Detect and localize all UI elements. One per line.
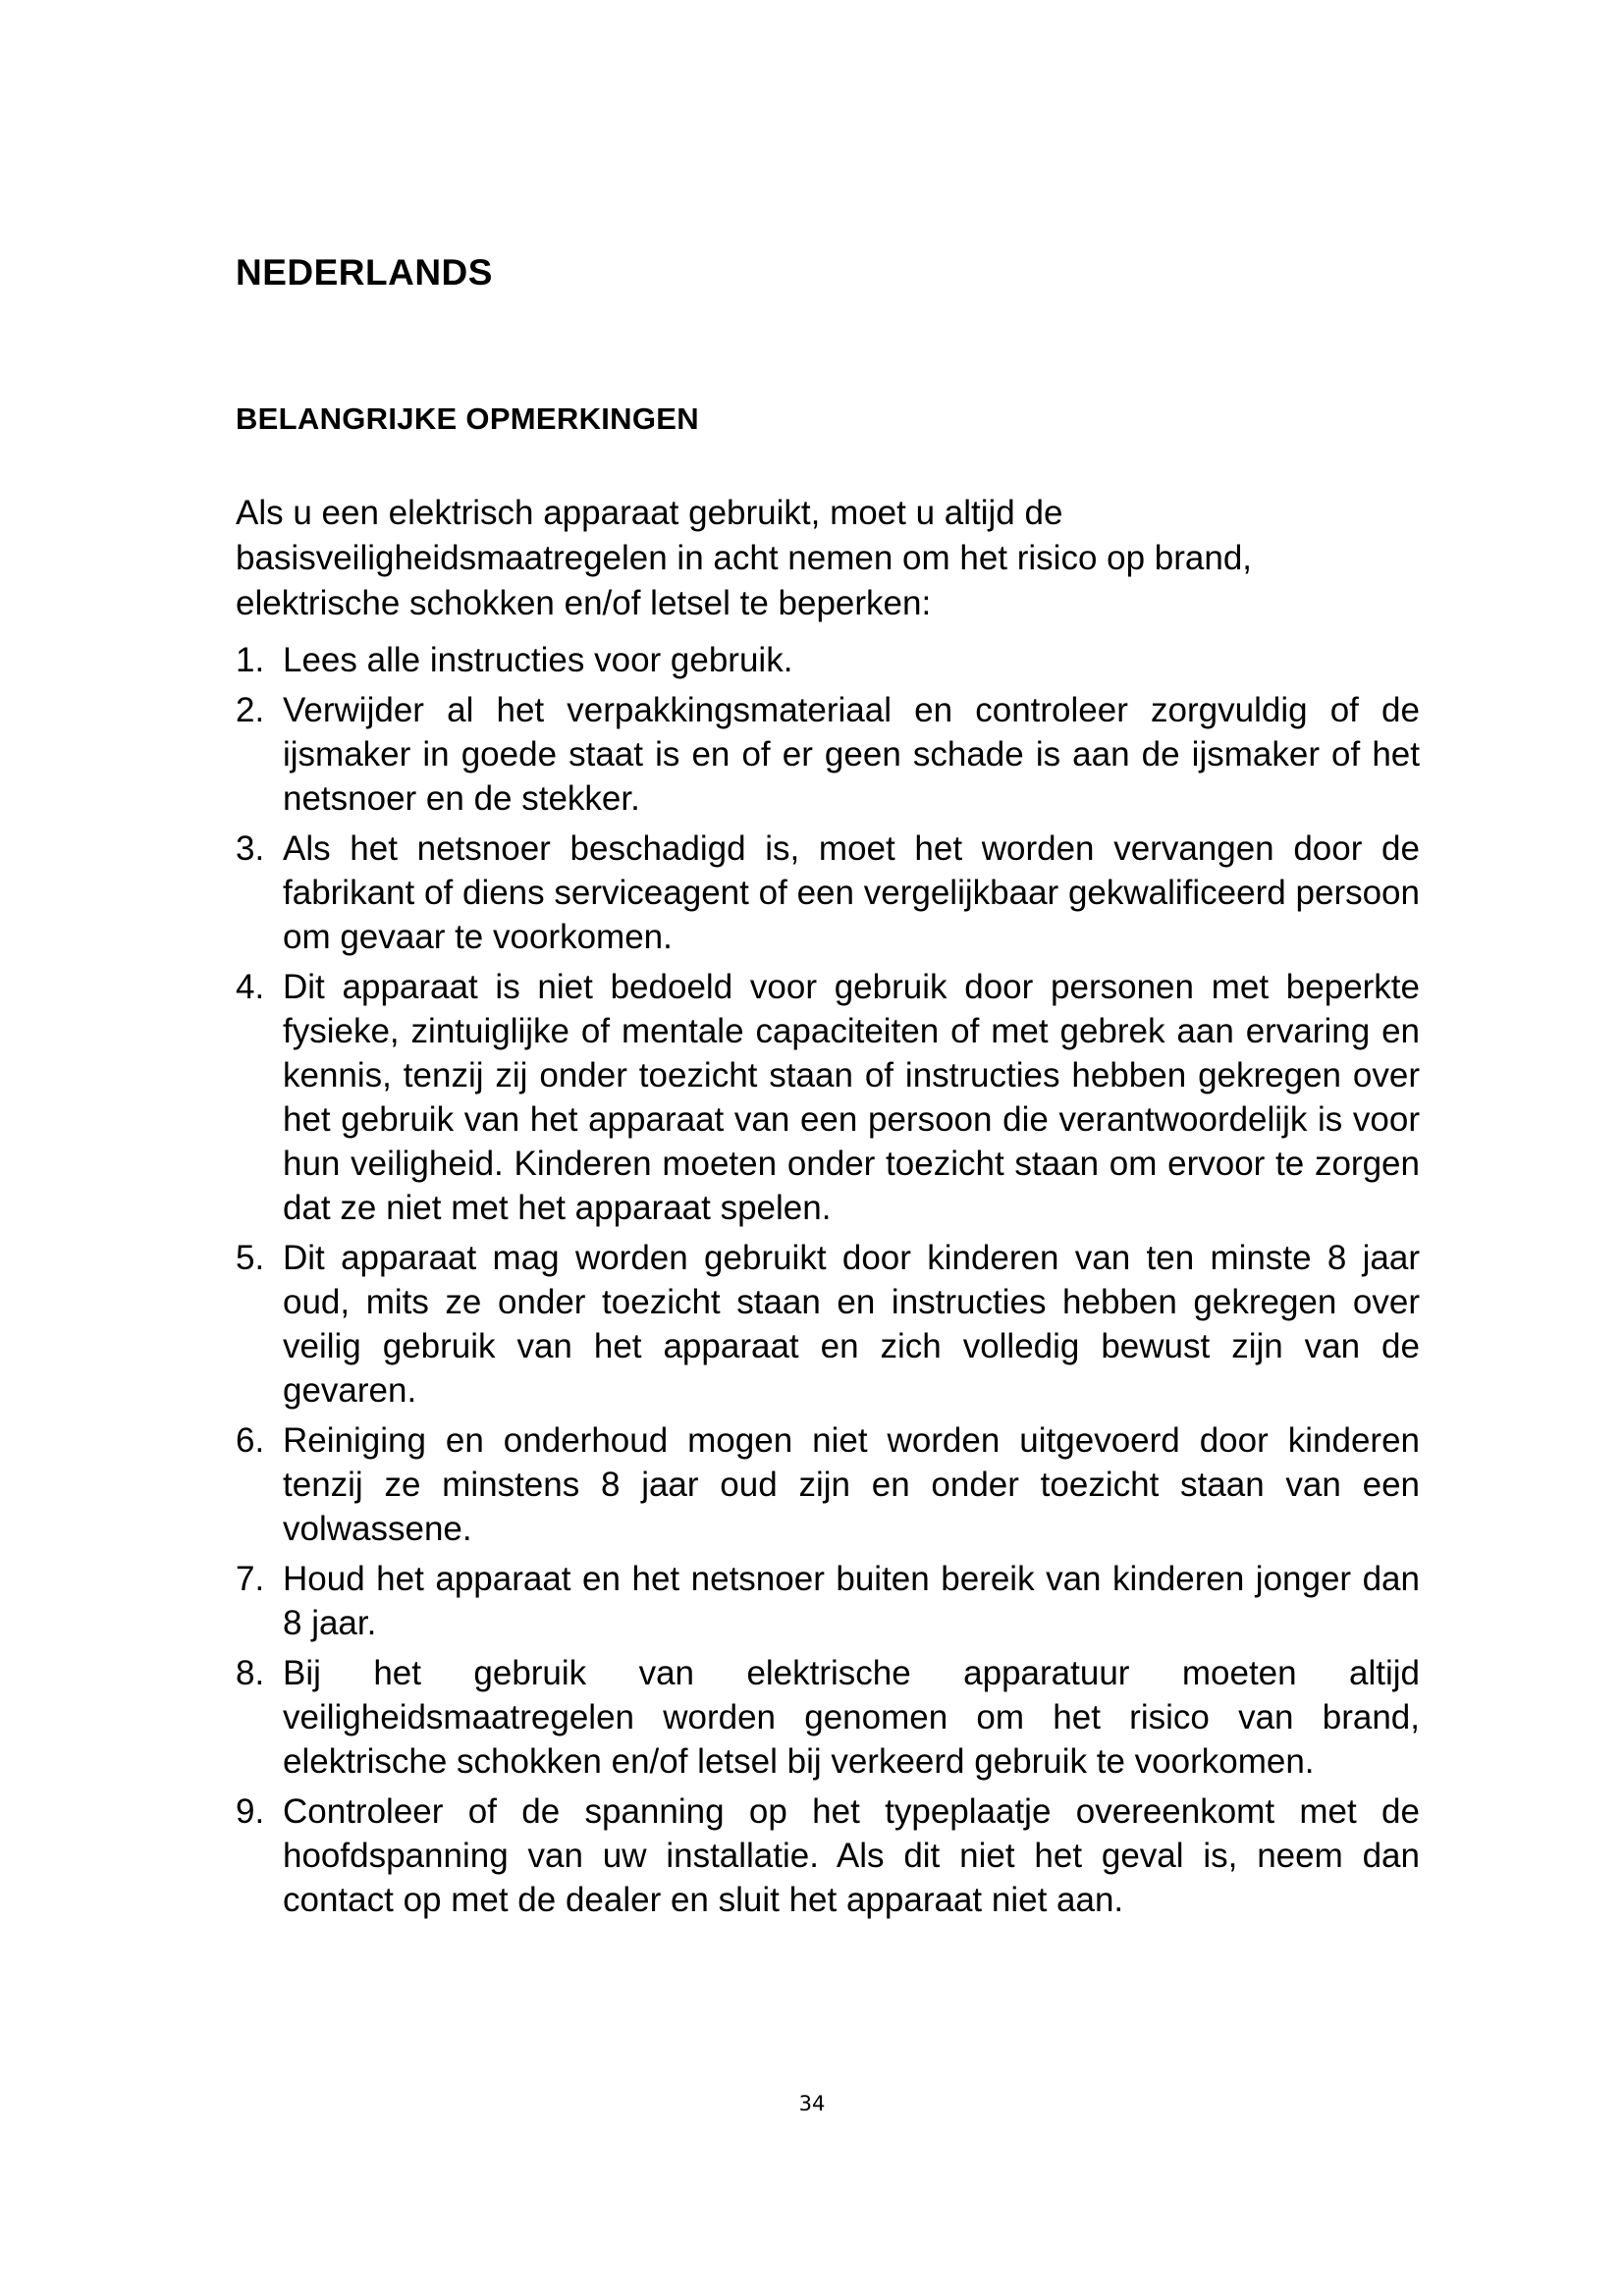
list-item: [236, 827, 1420, 959]
list-item-number: 2.: [236, 691, 265, 729]
list-item-number: 1.: [236, 641, 265, 679]
list-item-text: Houd het apparaat en het netsnoer buiten bereik van kinderen jonger dan 8 jaar.: [283, 1560, 1420, 1642]
list-item: [236, 1651, 1420, 1784]
list-item-text: Dit apparaat is niet bedoeld voor gebruik door personen met beperkte fysieke, zintuiglijke of mentale capaciteiten of met gebrek aan ervaring en kennis, tenzij zij onder toezicht staan of instructies hebben gekregen over het gebruik van het apparaat van een persoon die verantwoordelijk is voor hun veiligheid. Kinderen moeten onder toezicht staan om ervoor te zorgen dat ze niet met het apparaat spelen.: [283, 968, 1420, 1227]
list-item-text: Bij het gebruik van elektrische apparatuur moeten altijd veiligheidsmaatregelen worden genomen om het risico van brand, elektrische schokken en/of letsel bij verkeerd gebruik te voorkomen.: [283, 1654, 1420, 1781]
list-item: [236, 965, 1420, 1230]
list-item-text: Controleer of de spanning op het typeplaatje overeenkomt met de hoofdspanning van uw installatie. Als dit niet het geval is, neem dan contact op met de dealer en sluit het apparaat niet aan.: [283, 1792, 1420, 1919]
safety-list: [236, 638, 1420, 1928]
list-item: [236, 1418, 1420, 1551]
list-item: [236, 688, 1420, 821]
language-heading: NEDERLANDS: [236, 252, 493, 293]
list-item-number: 3.: [236, 829, 265, 868]
page-number: 34: [798, 2092, 826, 2115]
list-item-text: Reiniging en onderhoud mogen niet worden uitgevoerd door kinderen tenzij ze minstens 8 jaar oud zijn en onder toezicht staan van een volwassene.: [283, 1421, 1420, 1548]
list-item-number: 6.: [236, 1421, 265, 1460]
list-item-text: Lees alle instructies voor gebruik.: [283, 641, 793, 679]
list-item-text: Dit apparaat mag worden gebruikt door kinderen van ten minste 8 jaar oud, mits ze onder toezicht staan en instructies hebben gekregen over veilig gebruik van het apparaat en zich volledig bewust zijn van de gevaren.: [283, 1239, 1420, 1410]
list-item-number: 4.: [236, 968, 265, 1006]
list-item-number: 7.: [236, 1560, 265, 1598]
intro-paragraph: Als u een elektrisch apparaat gebruikt, moet u altijd de basisveiligheidsmaatregelen in acht nemen om het risico op brand, elektrische schokken en/of letsel te beperken:: [236, 494, 1253, 622]
section-heading: BELANGRIJKE OPMERKINGEN: [236, 401, 699, 436]
list-item: [236, 1236, 1420, 1413]
list-item-number: 5.: [236, 1239, 265, 1277]
list-item-number: 9.: [236, 1792, 265, 1831]
list-item: [236, 1789, 1420, 1922]
list-item-number: 8.: [236, 1654, 265, 1692]
list-item-text: Verwijder al het verpakkingsmateriaal en controleer zorgvuldig of de ijsmaker in goede staat is en of er geen schade is aan de ijsmaker of het netsnoer en de stekker.: [283, 691, 1420, 818]
list-item: [236, 638, 1420, 682]
list-item: [236, 1557, 1420, 1645]
list-item-text: Als het netsnoer beschadigd is, moet het worden vervangen door de fabrikant of diens serviceagent of een vergelijkbaar gekwalificeerd persoon om gevaar te voorkomen.: [283, 829, 1420, 956]
